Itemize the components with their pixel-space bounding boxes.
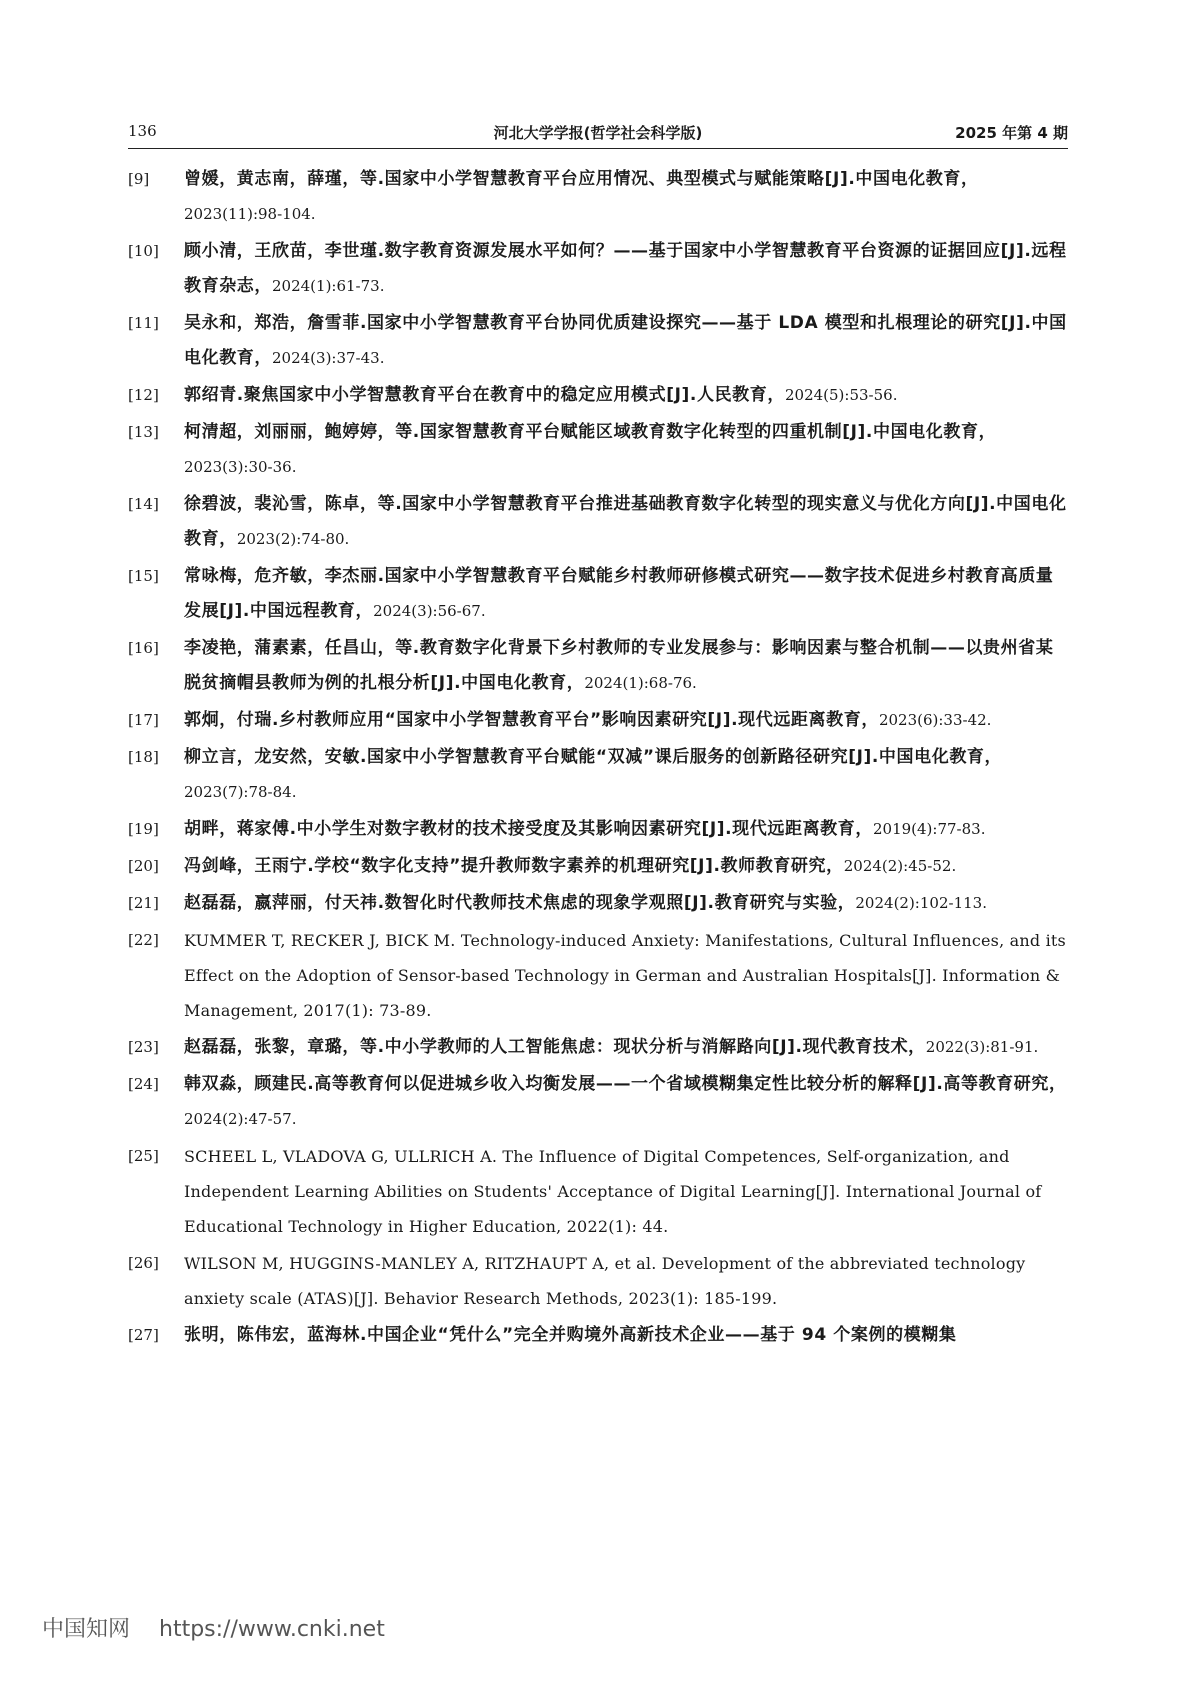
reference-item — [128, 415, 1068, 485]
reference-item — [128, 234, 1068, 304]
reference-text — [184, 415, 1068, 485]
reference-main: SCHEEL L, VLADOVA G, ULLRICH A. The Influence of Digital Competences, Self-organization, and Independent Learning Abilities on Students' Acceptance of Digital Learning[J]. International Journal of Educational Technology in Higher Education, 2022(1): 44. — [184, 1147, 1042, 1236]
reference-main: 顾小清，王欣苗，李世瑾.数字教育资源发展水平如何？——基于国家中小学智慧教育平台资源的证据回应[J].远程教育杂志， — [184, 241, 1067, 296]
reference-pages: 2023(11):98-104. — [184, 205, 316, 223]
reference-number: [10] — [128, 242, 159, 260]
reference-main: 赵磊磊，嬴萍丽，付天祎.数智化时代教师技术焦虑的现象学观照[J].教育研究与实验， — [184, 893, 856, 913]
reference-pages: 2024(2):102-113. — [855, 894, 987, 912]
reference-number: [23] — [128, 1038, 159, 1056]
reference-pages: 2019(4):77-83. — [872, 820, 986, 838]
reference-item — [128, 849, 1068, 884]
reference-number: [22] — [128, 931, 159, 949]
reference-item — [128, 306, 1068, 376]
reference-main: 徐碧波，裴沁雪，陈卓，等.国家中小学智慧教育平台推进基础教育数字化转型的现实意义与优化方向[J].中国电化教育， — [184, 494, 1067, 549]
reference-number: [17] — [128, 711, 159, 729]
reference-text — [184, 812, 1068, 847]
reference-item — [128, 812, 1068, 847]
reference-number: [26] — [128, 1254, 159, 1272]
reference-pages: 2023(7):78-84. — [184, 783, 297, 801]
reference-item — [128, 631, 1068, 701]
reference-main: WILSON M, HUGGINS-MANLEY A, RITZHAUPT A, et al. Development of the abbreviated technology anxiety scale (ATAS)[J]. Behavior Research Methods, 2023(1): 185-199. — [184, 1254, 1026, 1308]
reference-text — [184, 162, 1068, 232]
reference-pages: 2023(2):74-80. — [236, 530, 350, 548]
reference-main: 柯清超，刘丽丽，鲍婷婷，等.国家智慧教育平台赋能区域教育数字化转型的四重机制[J].中国电化教育， — [184, 422, 997, 442]
reference-pages: 2024(1):68-76. — [584, 674, 697, 692]
reference-item — [128, 378, 1068, 413]
reference-main: 张明，陈伟宏，蓝海林.中国企业“凭什么”完全并购境外高新技术企业——基于 94 个案例的模糊集 — [184, 1325, 957, 1345]
reference-pages: 2024(3):37-43. — [272, 349, 385, 367]
reference-text — [184, 1246, 1068, 1316]
reference-item — [128, 1030, 1068, 1065]
cnki-brand: 中国知网 — [42, 1617, 131, 1642]
reference-item — [128, 703, 1068, 738]
reference-number: [13] — [128, 423, 159, 441]
reference-main: 韩双淼，顾建民.高等教育何以促进城乡收入均衡发展——一个省域模糊集定性比较分析的解释[J].高等教育研究， — [184, 1074, 1067, 1094]
reference-text — [184, 306, 1068, 376]
reference-main: 常咏梅，危齐敏，李杰丽.国家中小学智慧教育平台赋能乡村教师研修模式研究——数字技术促进乡村教育高质量发展[J].中国远程教育， — [184, 566, 1054, 621]
reference-main: 吴永和，郑浩，詹雪菲.国家中小学智慧教育平台协同优质建设探究——基于 LDA 模型和扎根理论的研究[J].中国电化教育， — [184, 313, 1067, 368]
reference-main: 柳立言，龙安然，安敏.国家中小学智慧教育平台赋能“双减”课后服务的创新路径研究[J].中国电化教育， — [184, 747, 1003, 767]
reference-text — [184, 923, 1068, 1028]
reference-number: [12] — [128, 386, 159, 404]
reference-item — [128, 1067, 1068, 1137]
reference-number: [15] — [128, 567, 159, 585]
reference-number: [11] — [128, 314, 159, 332]
reference-item — [128, 886, 1068, 921]
issue-label: 2025 年第 4 期 — [955, 124, 1068, 142]
reference-text — [184, 559, 1068, 629]
reference-main: 赵磊磊，张黎，章璐，等.中小学教师的人工智能焦虑：现状分析与消解路向[J].现代教育技术， — [184, 1037, 926, 1057]
reference-list — [128, 162, 1068, 1355]
reference-main: 郭绍青.聚焦国家中小学智慧教育平台在教育中的稳定应用模式[J].人民教育， — [184, 385, 785, 405]
reference-item — [128, 923, 1068, 1028]
reference-number: [21] — [128, 894, 159, 912]
reference-text — [184, 1030, 1068, 1065]
page-number: 136 — [128, 122, 157, 140]
reference-text — [184, 849, 1068, 884]
reference-number: [16] — [128, 639, 159, 657]
reference-text — [184, 886, 1068, 921]
reference-main: 曾媛，黄志南，薛瑾，等.国家中小学智慧教育平台应用情况、典型模式与赋能策略[J].中国电化教育， — [184, 169, 979, 189]
reference-text — [184, 1139, 1068, 1244]
reference-item — [128, 1246, 1068, 1316]
reference-number: [20] — [128, 857, 159, 875]
reference-main: 郭炯，付瑞.乡村教师应用“国家中小学智慧教育平台”影响因素研究[J].现代远距离教育， — [184, 710, 879, 730]
reference-pages: 2024(2):45-52. — [843, 857, 957, 875]
reference-item — [128, 1318, 1068, 1353]
reference-main: 李凌艳，蒲素素，任昌山，等.教育数字化背景下乡村教师的专业发展参与：影响因素与整合机制——以贵州省某脱贫摘帽县教师为例的扎根分析[J].中国电化教育， — [184, 638, 1054, 693]
reference-number: [24] — [128, 1075, 159, 1093]
journal-title: 河北大学学报(哲学社会科学版) — [493, 124, 703, 142]
reference-text — [184, 1067, 1068, 1137]
reference-item — [128, 162, 1068, 232]
reference-pages: 2023(3):30-36. — [184, 458, 297, 476]
reference-number: [9] — [128, 170, 150, 188]
reference-pages: 2022(3):81-91. — [925, 1038, 1039, 1056]
reference-number: [18] — [128, 748, 159, 766]
reference-number: [19] — [128, 820, 159, 838]
reference-item — [128, 487, 1068, 557]
reference-text — [184, 234, 1068, 304]
reference-number: [27] — [128, 1326, 159, 1344]
reference-item — [128, 1139, 1068, 1244]
reference-text — [184, 631, 1068, 701]
reference-number: [14] — [128, 495, 159, 513]
reference-text — [184, 703, 1068, 738]
reference-main: 冯剑峰，王雨宁.学校“数字化支持”提升教师数字素养的机理研究[J].教师教育研究， — [184, 856, 844, 876]
watermark-footer — [42, 1612, 407, 1643]
reference-item — [128, 559, 1068, 629]
cnki-url: https://www.cnki.net — [159, 1617, 385, 1642]
reference-pages: 2024(3):56-67. — [373, 602, 486, 620]
reference-text — [184, 1318, 1068, 1353]
reference-pages: 2024(5):53-56. — [784, 386, 898, 404]
reference-main: 胡畔，蒋家傅.中小学生对数字教材的技术接受度及其影响因素研究[J].现代远距离教育， — [184, 819, 873, 839]
reference-main: KUMMER T, RECKER J, BICK M. Technology-induced Anxiety: Manifestations, Cultural Influences, and its Effect on the Adoption of Sensor-based Technology in German and Australian Hospitals[J]. Information & Management, 2017(1): 73-89. — [184, 931, 1066, 1020]
reference-pages: 2024(1):61-73. — [272, 277, 385, 295]
reference-pages: 2024(2):47-57. — [184, 1110, 297, 1128]
reference-text — [184, 487, 1068, 557]
reference-number: [25] — [128, 1147, 159, 1165]
reference-text — [184, 740, 1068, 810]
reference-pages: 2023(6):33-42. — [878, 711, 992, 729]
reference-text — [184, 378, 1068, 413]
running-header — [128, 118, 1068, 149]
reference-item — [128, 740, 1068, 810]
